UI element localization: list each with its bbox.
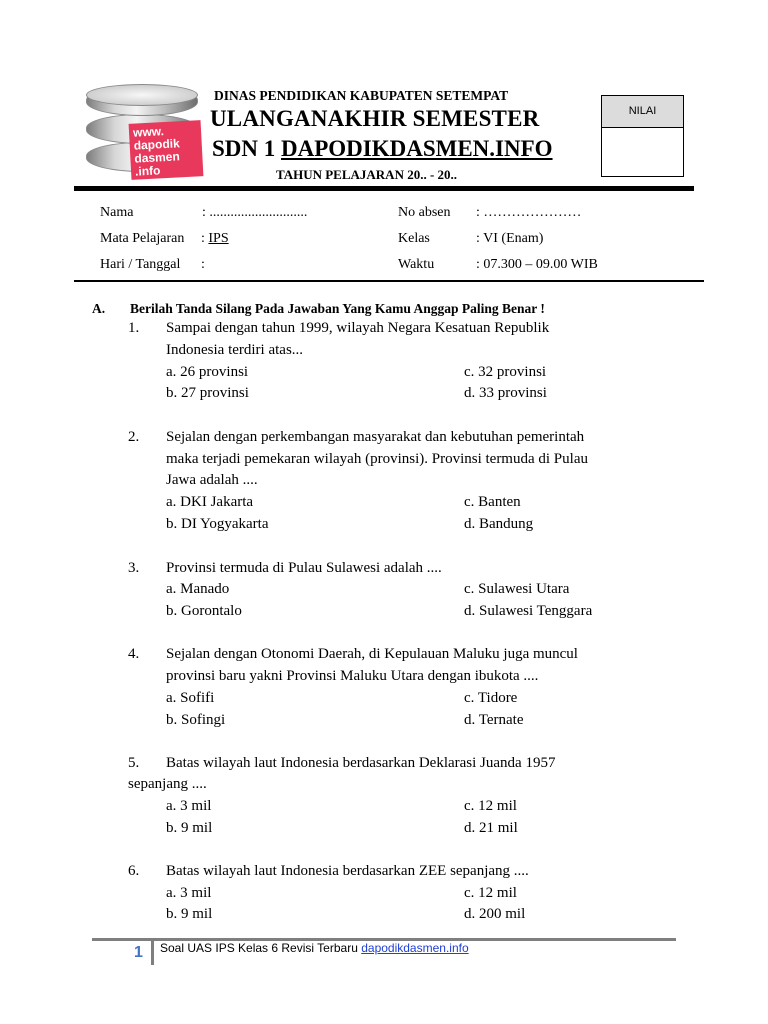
name-label: Nama: [100, 205, 134, 220]
option-d: d. 33 provinsi: [464, 385, 547, 401]
question-text: Jawa adalah ....: [166, 472, 258, 488]
exam-title: ULANGANAKHIR SEMESTER: [210, 106, 540, 131]
option-b: b. DI Yogyakarta: [166, 516, 269, 532]
option-c: c. 12 mil: [464, 885, 517, 901]
option-c: c. Tidore: [464, 690, 518, 706]
option-d: d. 200 mil: [464, 906, 526, 922]
option-a: a. Sofifi: [166, 690, 215, 706]
question-number: 6.: [128, 863, 140, 879]
question-number: 1.: [128, 320, 140, 336]
option-a: a. 3 mil: [166, 885, 212, 901]
question-text: Indonesia terdiri atas...: [166, 342, 304, 358]
score-label: NILAI: [602, 96, 683, 128]
question-number: 5.: [128, 755, 140, 771]
option-b: b. Sofingi: [166, 712, 226, 728]
option-a: a. Manado: [166, 581, 230, 597]
question-text: Sampai dengan tahun 1999, wilayah Negara Kesatuan Republik: [166, 320, 550, 336]
option-d: d. Ternate: [464, 712, 524, 728]
subject-name: IPS: [208, 231, 229, 246]
option-a: a. DKI Jakarta: [166, 494, 254, 510]
database-cap-icon: [86, 84, 198, 106]
school-site: DAPODIKDASMEN.INFO: [281, 136, 553, 161]
option-c: c. 32 provinsi: [464, 364, 547, 380]
question-text: Sejalan dengan Otonomi Daerah, di Kepulauan Maluku juga muncul: [166, 646, 578, 662]
absent-number-value: : …………………: [476, 205, 582, 220]
footer-text: [160, 941, 469, 955]
header-divider: [74, 186, 694, 191]
score-box: [601, 95, 684, 177]
section-instruction: Berilah Tanda Silang Pada Jawaban Yang Kamu Anggap Paling Benar !: [130, 301, 545, 316]
question-text: sepanjang ....: [128, 776, 207, 792]
option-a: a. 3 mil: [166, 798, 212, 814]
option-a: a. 26 provinsi: [166, 364, 249, 380]
question-text: Batas wilayah laut Indonesia berdasarkan ZEE sepanjang ....: [166, 863, 529, 879]
option-d: d. Sulawesi Tenggara: [464, 603, 593, 619]
section-letter: A.: [92, 301, 106, 316]
option-b: b. Gorontalo: [166, 603, 242, 619]
footer-caption: Soal UAS IPS Kelas 6 Revisi Terbaru: [160, 941, 362, 955]
logo: [86, 84, 206, 184]
class-value: : VI (Enam): [476, 231, 544, 246]
page-number: 1: [134, 944, 143, 961]
subject-label: Mata Pelajaran: [100, 231, 185, 246]
logo-line: dasmen: [134, 149, 181, 166]
question-text: Batas wilayah laut Indonesia berdasarkan Deklarasi Juanda 1957: [166, 755, 556, 771]
option-d: d. 21 mil: [464, 820, 518, 836]
name-value: : ............................: [202, 205, 308, 220]
option-c: c. 12 mil: [464, 798, 517, 814]
question-text: Provinsi termuda di Pulau Sulawesi adalah ....: [166, 560, 442, 576]
option-b: b. 9 mil: [166, 820, 213, 836]
school-prefix: SDN 1: [212, 136, 282, 161]
time-label: Waktu: [398, 257, 435, 272]
agency-name: DINAS PENDIDIKAN KABUPATEN SETEMPAT: [214, 88, 509, 103]
logo-line: dapodik: [133, 136, 181, 153]
absent-number-label: No absen: [398, 205, 451, 220]
question-text: Sejalan dengan perkembangan masyarakat dan kebutuhan pemerintah: [166, 429, 585, 445]
question-text: provinsi baru yakni Provinsi Maluku Utara dengan ibukota ....: [166, 668, 539, 684]
fields-divider: [74, 280, 704, 282]
footer-link[interactable]: dapodikdasmen.info: [361, 941, 469, 955]
subject-separator: :: [201, 231, 209, 246]
time-value: : 07.300 – 09.00 WIB: [476, 257, 598, 272]
question-number: 3.: [128, 560, 140, 576]
school-name: [212, 136, 553, 162]
academic-year: TAHUN PELAJARAN 20.. - 20..: [276, 167, 458, 182]
question-text: maka terjadi pemekaran wilayah (provinsi). Provinsi termuda di Pulau: [166, 451, 588, 467]
option-b: b. 27 provinsi: [166, 385, 249, 401]
logo-line: www.: [132, 124, 165, 140]
logo-badge: [129, 120, 204, 180]
class-label: Kelas: [398, 231, 430, 246]
subject-value: [201, 231, 229, 247]
question-number: 4.: [128, 646, 140, 662]
option-d: d. Bandung: [464, 516, 534, 532]
question-number: 2.: [128, 429, 140, 445]
footer-separator: [151, 941, 154, 965]
date-label: Hari / Tanggal: [100, 257, 181, 272]
logo-line: .info: [134, 163, 161, 179]
date-value: :: [201, 257, 205, 272]
option-c: c. Sulawesi Utara: [464, 581, 570, 597]
option-b: b. 9 mil: [166, 906, 213, 922]
option-c: c. Banten: [464, 494, 521, 510]
